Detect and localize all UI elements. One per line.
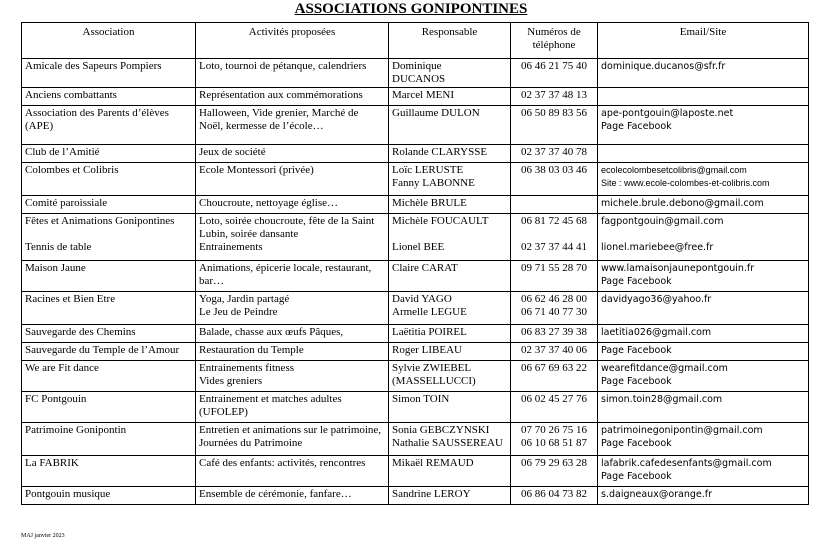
responsable-cell <box>389 292 511 325</box>
table-row <box>22 145 809 163</box>
table-row <box>22 392 809 423</box>
email-cell <box>598 423 809 456</box>
responsable-cell <box>389 456 511 487</box>
phone-number: 02 37 37 40 78 <box>521 146 587 158</box>
table-row <box>22 88 809 106</box>
association-cell <box>22 423 196 456</box>
activities-cell <box>196 163 389 196</box>
phone-number: 06 81 72 45 68 <box>521 215 587 227</box>
responsable-cell <box>389 392 511 423</box>
phone-number: 02 37 37 48 13 <box>521 89 587 101</box>
header-email: Email/Site <box>598 23 809 59</box>
responsable-cell <box>389 106 511 145</box>
responsable-cell <box>389 59 511 88</box>
email-cell <box>598 343 809 361</box>
email-or-site: wearefitdance@gmail.com <box>601 363 728 374</box>
table-row <box>22 456 809 487</box>
activities-text: Représentation aux commémorations <box>199 89 363 101</box>
responsable-name: Laëtitia POIREL <box>392 326 467 338</box>
header-responsable: Responsable <box>389 23 511 59</box>
email-or-site: davidyago36@yahoo.fr <box>601 294 712 305</box>
header-activites: Activités proposées <box>196 23 389 59</box>
responsable-name: Sandrine LEROY <box>392 488 471 500</box>
activities-cell <box>196 145 389 163</box>
phone-cell <box>511 487 598 505</box>
phone-cell <box>511 423 598 456</box>
responsable-name: Simon TOIN <box>392 393 450 405</box>
update-note: MAJ janvier 2023 <box>21 533 65 539</box>
email-cell <box>598 487 809 505</box>
table-row <box>22 325 809 343</box>
activities-cell <box>196 88 389 106</box>
phone-number-secondary: 06 10 68 51 87 <box>521 437 587 449</box>
responsable-cell <box>389 145 511 163</box>
phone-cell <box>511 392 598 423</box>
email-or-site: www.lamaisonjaunepontgouin.fr <box>601 263 755 274</box>
phone-number: 07 70 26 75 16 <box>521 424 587 436</box>
activities-cell <box>196 456 389 487</box>
table-row <box>22 361 809 392</box>
association-cell <box>22 392 196 423</box>
email-cell <box>598 163 809 196</box>
phone-cell <box>511 456 598 487</box>
email-cell <box>598 325 809 343</box>
activities-text: Jeux de société <box>199 146 266 158</box>
phone-number: 06 83 27 39 38 <box>521 326 587 338</box>
table-header-row <box>22 23 809 59</box>
responsable-cell <box>389 88 511 106</box>
association-name: Racines et Bien Etre <box>25 293 116 305</box>
association-name-secondary: Tennis de table <box>25 241 92 253</box>
responsable-name: Michèle BRULE <box>392 197 467 209</box>
responsable-name: Sonia GEBCZYNSKI <box>392 424 490 436</box>
activities-text: Loto, tournoi de pétanque, calendriers <box>199 60 367 72</box>
activities-text: Restauration du Temple <box>199 344 304 356</box>
activities-text: Animations, épicerie locale, restaurant, bar… <box>199 262 372 287</box>
association-cell <box>22 145 196 163</box>
activities-cell <box>196 423 389 456</box>
email-cell <box>598 59 809 88</box>
association-name: Sauvegarde du Temple de l’Amour <box>25 344 180 356</box>
association-cell <box>22 196 196 214</box>
activities-cell <box>196 196 389 214</box>
email-or-site-secondary: Page Facebook <box>601 438 672 449</box>
phone-cell <box>511 214 598 261</box>
responsable-cell <box>389 343 511 361</box>
association-name: Amicale des Sapeurs Pompiers <box>25 60 162 72</box>
email-cell <box>598 392 809 423</box>
responsable-name: David YAGO <box>392 293 452 305</box>
email-cell <box>598 361 809 392</box>
email-cell <box>598 456 809 487</box>
responsable-name: Michèle FOUCAULT <box>392 215 489 227</box>
responsable-name-secondary: DUCANOS <box>392 73 446 85</box>
activities-cell <box>196 214 389 261</box>
responsable-name: Sylvie ZWIEBEL <box>392 362 472 374</box>
email-cell <box>598 145 809 163</box>
association-cell <box>22 361 196 392</box>
activities-text: Choucroute, nettoyage église… <box>199 197 338 209</box>
activities-text-secondary: Entrainements <box>199 241 263 253</box>
associations-table <box>21 22 809 505</box>
activities-text: Balade, chasse aux œufs Pâques, <box>199 326 344 338</box>
phone-number: 06 38 03 03 46 <box>521 164 587 176</box>
responsable-cell <box>389 487 511 505</box>
responsable-name: Dominique <box>392 60 442 72</box>
association-name: Anciens combattants <box>25 89 117 101</box>
responsable-cell <box>389 261 511 292</box>
association-name: Club de l’Amitié <box>25 146 100 158</box>
responsable-cell <box>389 196 511 214</box>
responsable-name-secondary: Fanny LABONNE <box>392 177 475 189</box>
table-row <box>22 487 809 505</box>
activities-cell <box>196 325 389 343</box>
table-row <box>22 343 809 361</box>
table-row <box>22 423 809 456</box>
phone-cell <box>511 325 598 343</box>
table-row <box>22 214 809 261</box>
association-name: Maison Jaune <box>25 262 86 274</box>
phone-number: 02 37 37 40 06 <box>521 344 587 356</box>
table-row <box>22 292 809 325</box>
association-cell <box>22 163 196 196</box>
table-row <box>22 59 809 88</box>
phone-number: 06 79 29 63 28 <box>521 457 587 469</box>
email-or-site: dominique.ducanos@sfr.fr <box>601 61 726 72</box>
responsable-cell <box>389 325 511 343</box>
phone-number-secondary: 02 37 37 44 41 <box>521 241 587 253</box>
activities-text: Entrainements fitness <box>199 362 295 374</box>
email-cell <box>598 292 809 325</box>
phone-number: 06 46 21 75 40 <box>521 60 587 72</box>
email-cell <box>598 106 809 145</box>
phone-cell <box>511 196 598 214</box>
table-row <box>22 196 809 214</box>
email-or-site: patrimoinegonipontin@gmail.com <box>601 425 763 436</box>
responsable-name: Marcel MENI <box>392 89 455 101</box>
activities-text: Loto, soirée choucroute, fête de la Saint Lubin, soirée dansante <box>199 215 375 240</box>
association-cell <box>22 343 196 361</box>
email-or-site-secondary: Page Facebook <box>601 276 672 287</box>
activities-text: Café des enfants: activités, rencontres <box>199 457 366 469</box>
responsable-name: Claire CARAT <box>392 262 458 274</box>
phone-cell <box>511 106 598 145</box>
responsable-cell <box>389 163 511 196</box>
page-title: ASSOCIATIONS GONIPONTINES <box>294 1 528 17</box>
email-or-site: lafabrik.cafedesenfants@gmail.com <box>601 458 772 469</box>
phone-number: 06 50 89 83 56 <box>521 107 587 119</box>
association-name: We are Fit dance <box>25 362 99 374</box>
association-name: Colombes et Colibris <box>25 164 119 176</box>
email-cell <box>598 196 809 214</box>
phone-number: 06 67 69 63 22 <box>521 362 587 374</box>
email-or-site: s.daigneaux@orange.fr <box>601 489 713 500</box>
email-cell <box>598 261 809 292</box>
association-cell <box>22 325 196 343</box>
email-or-site-secondary: Page Facebook <box>601 471 672 482</box>
responsable-name: Rolande CLARYSSE <box>392 146 488 158</box>
phone-cell <box>511 261 598 292</box>
activities-cell <box>196 343 389 361</box>
phone-number-secondary: 06 71 40 77 30 <box>521 306 587 318</box>
activities-cell <box>196 59 389 88</box>
email-or-site-secondary: Page Facebook <box>601 376 672 387</box>
email-or-site: michele.brule.debono@gmail.com <box>601 198 764 209</box>
email-or-site: simon.toin28@gmail.com <box>601 394 723 405</box>
email-or-site: laetitia026@gmail.com <box>601 327 712 338</box>
responsable-cell <box>389 214 511 261</box>
activities-text: Entrainement et matches adultes (UFOLEP) <box>199 393 342 418</box>
responsable-name: Mikaël REMAUD <box>392 457 474 469</box>
association-cell <box>22 214 196 261</box>
phone-number: 06 86 04 73 82 <box>521 488 587 500</box>
responsable-name-secondary: (MASSELLUCCI) <box>392 375 476 387</box>
email-or-site: ecolecolombesetcolibris@gmail.com <box>601 165 747 175</box>
email-cell <box>598 214 809 261</box>
responsable-name: Guillaume DULON <box>392 107 480 119</box>
email-or-site: ape-pontgouin@laposte.net <box>601 108 734 119</box>
table-row <box>22 106 809 145</box>
phone-cell <box>511 163 598 196</box>
association-cell <box>22 59 196 88</box>
email-or-site-secondary: Site : www.ecole-colombes-et-colibris.com <box>601 178 770 188</box>
association-cell <box>22 106 196 145</box>
activities-text: Halloween, Vide grenier, Marché de Noël, kermesse de l’école… <box>199 107 359 132</box>
email-or-site: fagpontgouin@gmail.com <box>601 216 724 227</box>
association-cell <box>22 292 196 325</box>
responsable-cell <box>389 423 511 456</box>
association-name: Patrimoine Gonipontin <box>25 424 127 436</box>
responsable-name: Roger LIBEAU <box>392 344 462 356</box>
activities-text-secondary: Le Jeu de Peindre <box>199 306 278 318</box>
activities-cell <box>196 292 389 325</box>
association-cell <box>22 88 196 106</box>
association-name: Fêtes et Animations Gonipontines <box>25 215 175 227</box>
association-name: Sauvegarde des Chemins <box>25 326 136 338</box>
responsable-name-secondary: Nathalie SAUSSEREAU <box>392 437 503 449</box>
responsable-cell <box>389 361 511 392</box>
activities-text: Ecole Montessori (privée) <box>199 164 314 176</box>
association-name: Association des Parents d’élèves (APE) <box>25 107 169 132</box>
phone-cell <box>511 343 598 361</box>
phone-cell <box>511 59 598 88</box>
responsable-name-secondary: Armelle LEGUE <box>392 306 467 318</box>
responsable-name: Loïc LERUSTE <box>392 164 464 176</box>
activities-cell <box>196 261 389 292</box>
activities-text: Entretien et animations sur le patrimoine, Journées du Patrimoine <box>199 424 382 449</box>
header-association: Association <box>22 23 196 59</box>
phone-cell <box>511 88 598 106</box>
phone-number: 06 02 45 27 76 <box>521 393 587 405</box>
association-name: FC Pontgouin <box>25 393 87 405</box>
activities-text: Yoga, Jardin partagé <box>199 293 290 305</box>
association-name: Comité paroissiale <box>25 197 108 209</box>
activities-cell <box>196 392 389 423</box>
email-cell <box>598 88 809 106</box>
phone-cell <box>511 145 598 163</box>
email-or-site-secondary: lionel.mariebee@free.fr <box>601 242 714 253</box>
header-telephone: Numéros de téléphone <box>511 23 598 59</box>
association-name: Pontgouin musique <box>25 488 111 500</box>
table-row <box>22 163 809 196</box>
association-cell <box>22 487 196 505</box>
responsable-name-secondary: Lionel BEE <box>392 241 445 253</box>
phone-cell <box>511 292 598 325</box>
phone-number: 09 71 55 28 70 <box>521 262 587 274</box>
email-or-site-secondary: Page Facebook <box>601 121 672 132</box>
activities-cell <box>196 487 389 505</box>
activities-text: Ensemble de cérémonie, fanfare… <box>199 488 352 500</box>
table-row <box>22 261 809 292</box>
activities-text-secondary: Vides greniers <box>199 375 263 387</box>
association-name: La FABRIK <box>25 457 79 469</box>
association-cell <box>22 456 196 487</box>
association-cell <box>22 261 196 292</box>
activities-cell <box>196 361 389 392</box>
email-or-site: Page Facebook <box>601 345 672 356</box>
activities-cell <box>196 106 389 145</box>
phone-cell <box>511 361 598 392</box>
phone-number: 06 62 46 28 00 <box>521 293 587 305</box>
